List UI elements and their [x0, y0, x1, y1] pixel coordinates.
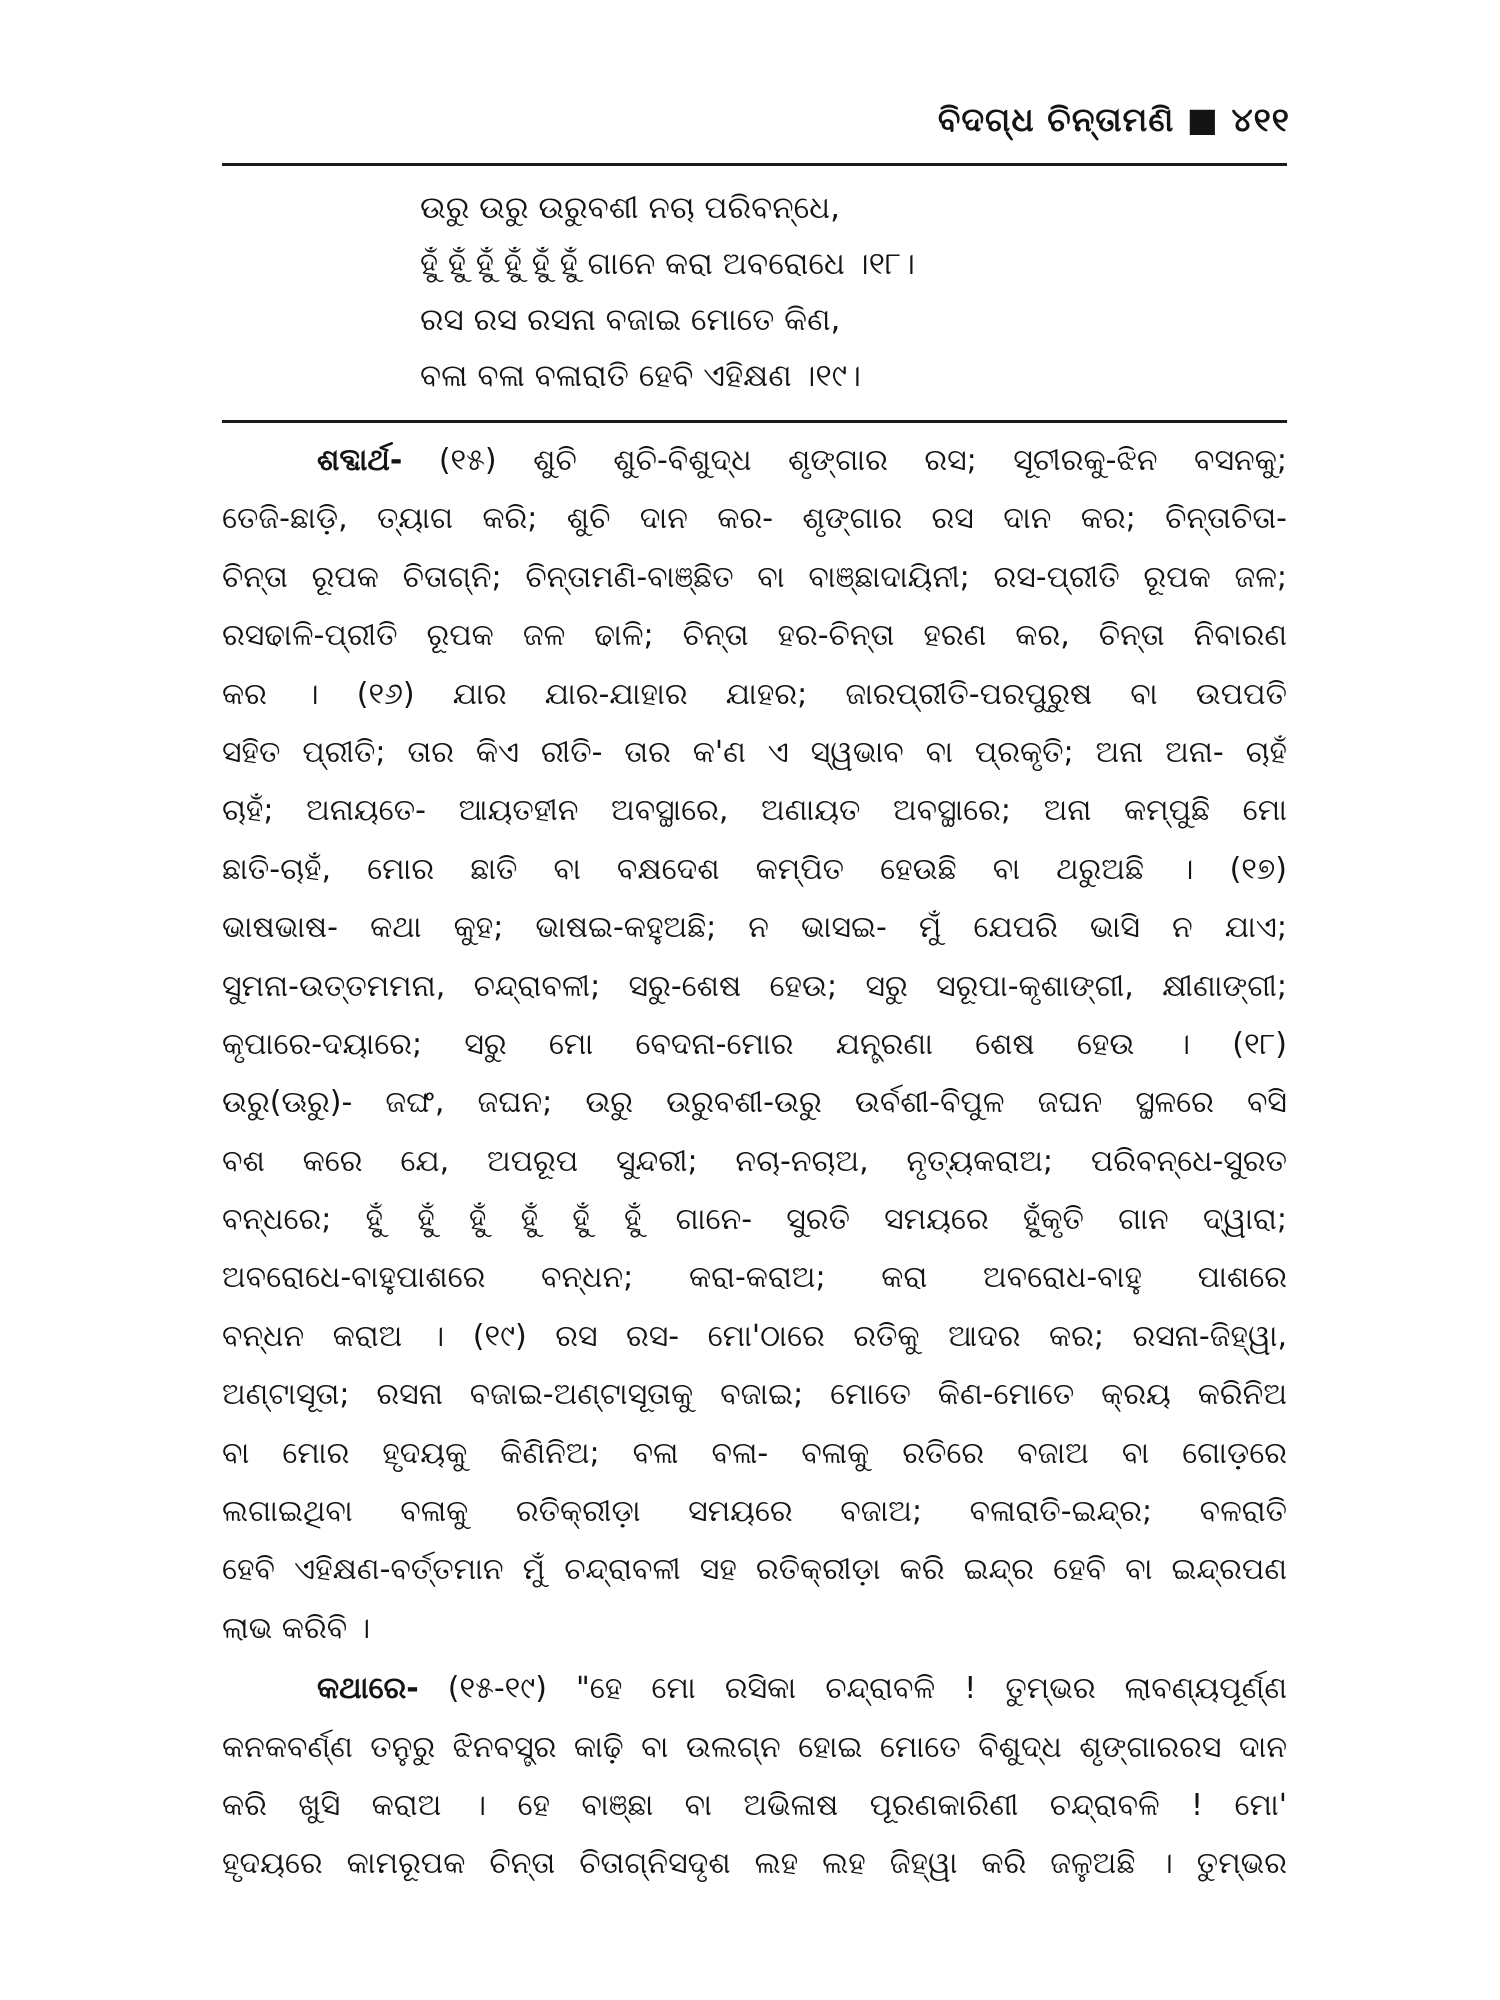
section-rule [222, 420, 1287, 423]
verse-block [420, 180, 1280, 404]
verse-line: ବଳା ବଳା ବଳାରାତି ହେବି ଏହିକ୍ଷଣ ।୧୯। [420, 358, 861, 394]
text-line: ଚାହଁ; ଅନାୟତେ- ଆୟତହୀନ ଅବସ୍ଥାରେ, ଅଣାୟତ ଅବସ୍ଥାରେ; ଅନା କମ୍ପୁଛି ମୋ [222, 793, 1287, 829]
text-line: ହୃଦୟରେ କାମରୂପକ ଚିନ୍ତା ଚିତାଗ୍ନିସଦୃଶ ଲହ ଲହ ଜିହ୍ୱା କରି ଜଳୁଅଛି । ତୁମ୍ଭର [222, 1846, 1287, 1882]
text-line-content: (୧୫-୧୯) "ହେ ମୋ ରସିକା ଚନ୍ଦ୍ରାବଳି ! ତୁମ୍ଭର ଲାବଣ୍ୟପୂର୍ଣ୍ଣ [418, 1671, 1287, 1707]
text-line: ସୁମନା-ଉତ୍ତମମନା, ଚନ୍ଦ୍ରାବଳୀ; ସରୁ-ଶେଷ ହେଉ; ସରୁ ସରୂପା-କୃଶାଙ୍ଗୀ, କ୍ଷୀଣାଙ୍ଗୀ; [222, 968, 1287, 1004]
text-line: ଲାଭ କରିବି । [222, 1610, 371, 1646]
text-line: ସହିତ ପ୍ରୀତି; ତାର କିଏ ରୀତି- ତାର କ'ଣ ଏ ସ୍ୱଭାବ ବା ପ୍ରକୃତି; ଅନା ଅନା- ଚାହଁ [222, 734, 1287, 770]
text-line: କୃପାରେ-ଦୟାରେ; ସରୁ ମୋ ବେଦନା-ମୋର ଯନ୍ତ୍ରଣା ଶେଷ ହେଉ । (୧୮) [222, 1026, 1287, 1062]
word-meaning-heading: ଶବ୍ଦାର୍ଥ- [317, 443, 403, 478]
text-line: ଭାଷଭାଷ- କଥା କୁହ; ଭାଷଇ-କହୁଅଛି; ନ ଭାସଇ- ମୁଁ ଯେପରି ଭାସି ନ ଯାଏ; [222, 910, 1287, 946]
text-line: କର । (୧୬) ଯାର ଯାର-ଯାହାର ଯାହର; ଜାରପ୍ରୀତି-ପରପୁରୁଷ ବା ଉପପତି [222, 676, 1287, 712]
header-rule [222, 163, 1287, 166]
commentary-body [222, 432, 1287, 1894]
prose-meaning-heading: କଥାରେ- [317, 1671, 419, 1707]
text-line: ଲଗାଇଥିବା ବଳାକୁ ରତିକ୍ରୀଡ଼ା ସମୟରେ ବଜାଅ; ବଳାରାତି-ଇନ୍ଦ୍ର; ବଳରାତି [222, 1494, 1287, 1530]
text-line: ବା ମୋର ହୃଦୟକୁ କିଣିନିଅ; ବଳା ବଳା- ବଳାକୁ ରତିରେ ବଜାଅ ବା ଗୋଡ଼ରେ [222, 1435, 1287, 1471]
text-line: ଉରୁ(ଊରୁ)- ଜଙ୍ଘ, ଜଘନ; ଉରୁ ଉରୁବଶୀ-ଉରୁ ଉର୍ବଶୀ-ବିପୁଳ ଜଘନ ସ୍ଥଳରେ ବସି [222, 1085, 1287, 1121]
text-line: ବନ୍ଧରେ; ହୁଁ ହୁଁ ହୁଁ ହୁଁ ହୁଁ ହୁଁ ଗାନେ- ସୁରତି ସମୟରେ ହୁଁକୃତି ଗାନ ଦ୍ୱାରା; [222, 1202, 1287, 1238]
text-line: ଅଣ୍ଟାସୂତା; ରସନା ବଜାଇ-ଅଣ୍ଟାସୂତାକୁ ବଜାଇ; ମୋତେ କିଣ-ମୋତେ କ୍ରୟ କରିନିଅ [222, 1377, 1287, 1413]
text-line: ତେଜି-ଛାଡ଼ି, ତ୍ୟାଗ କରି; ଶୁଚି ଦାନ କର- ଶୃଙ୍ଗାର ରସ ଦାନ କର; ଚିନ୍ତାଚିତା- [222, 501, 1287, 537]
text-line [222, 432, 1287, 490]
running-head: ବିଦଗ୍ଧ ଚିନ୍ତାମଣି ■ ୪୧୧ [937, 100, 1290, 139]
text-line: ହେବି ଏହିକ୍ଷଣ-ବର୍ତ୍ତମାନ ମୁଁ ଚନ୍ଦ୍ରାବଳୀ ସହ ରତିକ୍ରୀଡ଼ା କରି ଇନ୍ଦ୍ର ହେବି ବା ଇନ୍ଦ୍ରପଣ [222, 1552, 1287, 1588]
text-line [222, 1660, 1287, 1718]
text-line: ଅବରୋଧେ-ବାହୁପାଶରେ ବନ୍ଧନ; କରା-କରାଅ; କରା ଅବରୋଧ-ବାହୁ ପାଶରେ [222, 1260, 1287, 1296]
text-line: ରସଢାଳି-ପ୍ରୀତି ରୂପକ ଜଳ ଢାଳି; ଚିନ୍ତା ହର-ଚିନ୍ତା ହରଣ କର, ଚିନ୍ତା ନିବାରଣ [222, 618, 1287, 654]
prose-meaning-paragraph [222, 1660, 1287, 1894]
verse-line: ଉରୁ ଉରୁ ଉରୁବଶୀ ନଚା ପରିବନ୍ଧେ, [420, 190, 840, 226]
text-line: ବଶ କରେ ଯେ, ଅପରୂପ ସୁନ୍ଦରୀ; ନଚା-ନଚାଅ, ନୃତ୍ୟକରାଅ; ପରିବନ୍ଧେ-ସୁରତ [222, 1143, 1287, 1179]
text-line: ଚିନ୍ତା ରୂପକ ଚିତାଗ୍ନି; ଚିନ୍ତାମଣି-ବାଞ୍ଛିତ ବା ବାଞ୍ଛାଦାୟିନୀ; ରସ-ପ୍ରୀତି ରୂପକ ଜଳ; [222, 559, 1287, 595]
word-meaning-paragraph [222, 432, 1287, 1658]
text-line: ବନ୍ଧନ କରାଅ । (୧୯) ରସ ରସ- ମୋ'ଠାରେ ରତିକୁ ଆଦର କର; ରସନା-ଜିହ୍ୱା, [222, 1318, 1287, 1354]
text-line-content: (୧୫) ଶୁଚି ଶୁଚି-ବିଶୁଦ୍ଧ ଶୃଙ୍ଗାର ରସ; ସୂଚୀରକୁ-ଝିନ ବସନକୁ; [402, 443, 1287, 478]
verse-line: ରସ ରସ ରସନା ବଜାଇ ମୋତେ କିଣ, [420, 302, 841, 338]
text-line: ଛାତି-ଚାହଁ, ମୋର ଛାତି ବା ବକ୍ଷଦେଶ କମ୍ପିତ ହେଉଛି ବା ଥରୁଅଛି । (୧୭) [222, 851, 1287, 887]
text-line: କରି ଖୁସି କରାଅ । ହେ ବାଞ୍ଛା ବା ଅଭିଳାଷ ପୂରଣକାରିଣୀ ଚନ୍ଦ୍ରାବଳି ! ମୋ' [222, 1787, 1287, 1823]
verse-line: ହୁଁ ହୁଁ ହୁଁ ହୁଁ ହୁଁ ହୁଁ ଗାନେ କରା ଅବରୋଧେ ।୧୮। [420, 246, 915, 282]
text-line: କନକବର୍ଣ୍ଣ ତନୁରୁ ଝିନବସ୍ତ୍ର କାଢ଼ି ବା ଉଲଗ୍ନ ହୋଇ ମୋତେ ବିଶୁଦ୍ଧ ଶୃଙ୍ଗାରରସ ଦାନ [222, 1729, 1287, 1765]
